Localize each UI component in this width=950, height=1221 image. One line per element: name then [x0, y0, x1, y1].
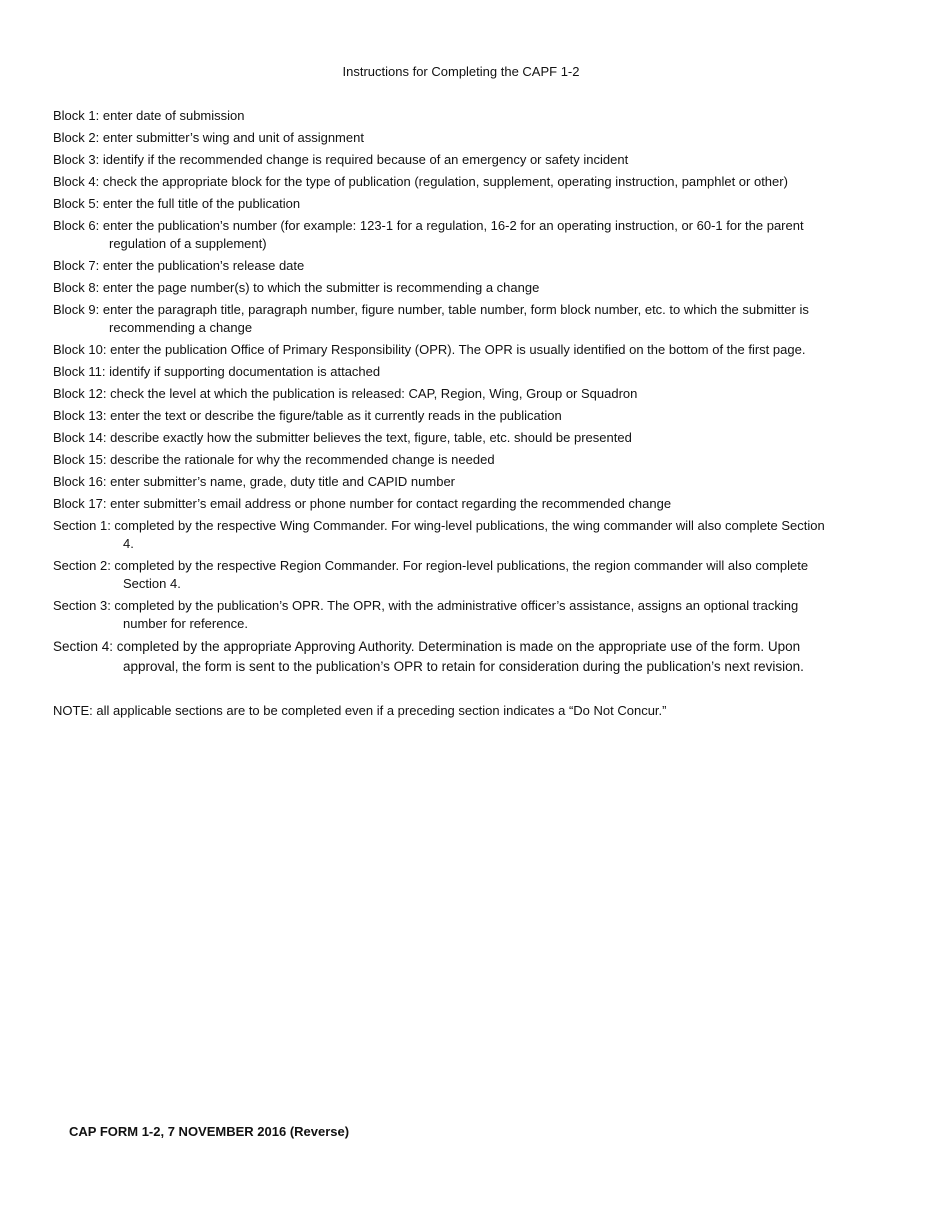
instruction-continuation: regulation of a supplement) — [109, 236, 267, 251]
instruction-block-14 — [53, 429, 873, 447]
instruction-block-1 — [53, 107, 873, 125]
instruction-text: Section 2: completed by the respective Region Commander. For region-level publications, the region commander will also complete — [53, 558, 809, 573]
instruction-text: Block 1: enter date of submission — [53, 108, 245, 123]
page-title: Instructions for Completing the CAPF 1-2 — [342, 64, 580, 79]
instruction-section-4 — [53, 637, 873, 677]
instruction-text: Block 5: enter the full title of the publication — [53, 196, 301, 211]
instruction-text: Block 12: check the level at which the publication is released: CAP, Region, Wing, Group or Squadron — [53, 386, 638, 401]
instruction-text: Block 6: enter the publication’s number (for example: 123-1 for a regulation, 16-2 for an operating instruction, or 60-1 for the parent — [53, 218, 804, 233]
instruction-text: Block 3: identify if the recommended change is required because of an emergency or safety incident — [53, 152, 629, 167]
instruction-text: Block 4: check the appropriate block for the type of publication (regulation, supplement, operating instruction, pamphlet or other) — [53, 174, 788, 189]
instruction-text: Block 15: describe the rationale for why the recommended change is needed — [53, 452, 495, 467]
instruction-block-11 — [53, 363, 873, 381]
instruction-text: Section 1: completed by the respective Wing Commander. For wing-level publications, the wing commander will also complete Section — [53, 518, 825, 533]
instruction-text: Block 10: enter the publication Office of Primary Responsibility (OPR). The OPR is usually identified on the bottom of the first page. — [53, 342, 806, 357]
instruction-text: Block 7: enter the publication’s release date — [53, 258, 305, 273]
instruction-block-7 — [53, 257, 873, 275]
instruction-text: Block 2: enter submitter’s wing and unit of assignment — [53, 130, 364, 145]
instruction-text: Section 3: completed by the publication’s OPR. The OPR, with the administrative officer’s assistance, assigns an optional tracking — [53, 598, 799, 613]
instruction-text: Block 8: enter the page number(s) to which the submitter is recommending a change — [53, 280, 540, 295]
instruction-text: Block 9: enter the paragraph title, paragraph number, figure number, table number, form block number, etc. to which the submitter is — [53, 302, 809, 317]
instruction-block-9 — [53, 301, 873, 337]
instruction-block-5 — [53, 195, 873, 213]
instruction-text: Block 13: enter the text or describe the figure/table as it currently reads in the publication — [53, 408, 562, 423]
instruction-continuation: number for reference. — [123, 616, 249, 631]
instruction-text: Section 4: completed by the appropriate Approving Authority. Determination is made on the appropriate use of the form. Upon — [53, 639, 801, 654]
instruction-block-15 — [53, 451, 873, 469]
instruction-block-2 — [53, 129, 873, 147]
instruction-continuation: Section 4. — [123, 576, 181, 591]
form-footer: CAP FORM 1-2, 7 NOVEMBER 2016 (Reverse) — [69, 1124, 350, 1139]
instruction-continuation: approval, the form is sent to the publication’s OPR to retain for consideration during the publication’s next revision. — [123, 659, 804, 674]
note-text: NOTE: all applicable sections are to be completed even if a preceding section indicates a “Do Not Concur.” — [53, 703, 667, 718]
instruction-text: Block 11: identify if supporting documentation is attached — [53, 364, 381, 379]
instruction-section-2 — [53, 557, 873, 593]
instruction-text: Block 14: describe exactly how the submitter believes the text, figure, table, etc. should be presented — [53, 430, 632, 445]
instruction-block-12 — [53, 385, 873, 403]
instruction-block-17 — [53, 495, 873, 513]
instruction-list — [53, 107, 873, 681]
instruction-block-8 — [53, 279, 873, 297]
instruction-block-13 — [53, 407, 873, 425]
instruction-block-4 — [53, 173, 873, 191]
instruction-section-3 — [53, 597, 873, 633]
instruction-section-1 — [53, 517, 873, 553]
instruction-block-6 — [53, 217, 873, 253]
instruction-text: Block 16: enter submitter’s name, grade, duty title and CAPID number — [53, 474, 455, 489]
instruction-block-16 — [53, 473, 873, 491]
instruction-text: Block 17: enter submitter’s email address or phone number for contact regarding the recommended change — [53, 496, 672, 511]
instruction-continuation: recommending a change — [109, 320, 253, 335]
instruction-continuation: 4. — [123, 536, 134, 551]
instruction-block-10 — [53, 341, 873, 359]
instruction-block-3 — [53, 151, 873, 169]
